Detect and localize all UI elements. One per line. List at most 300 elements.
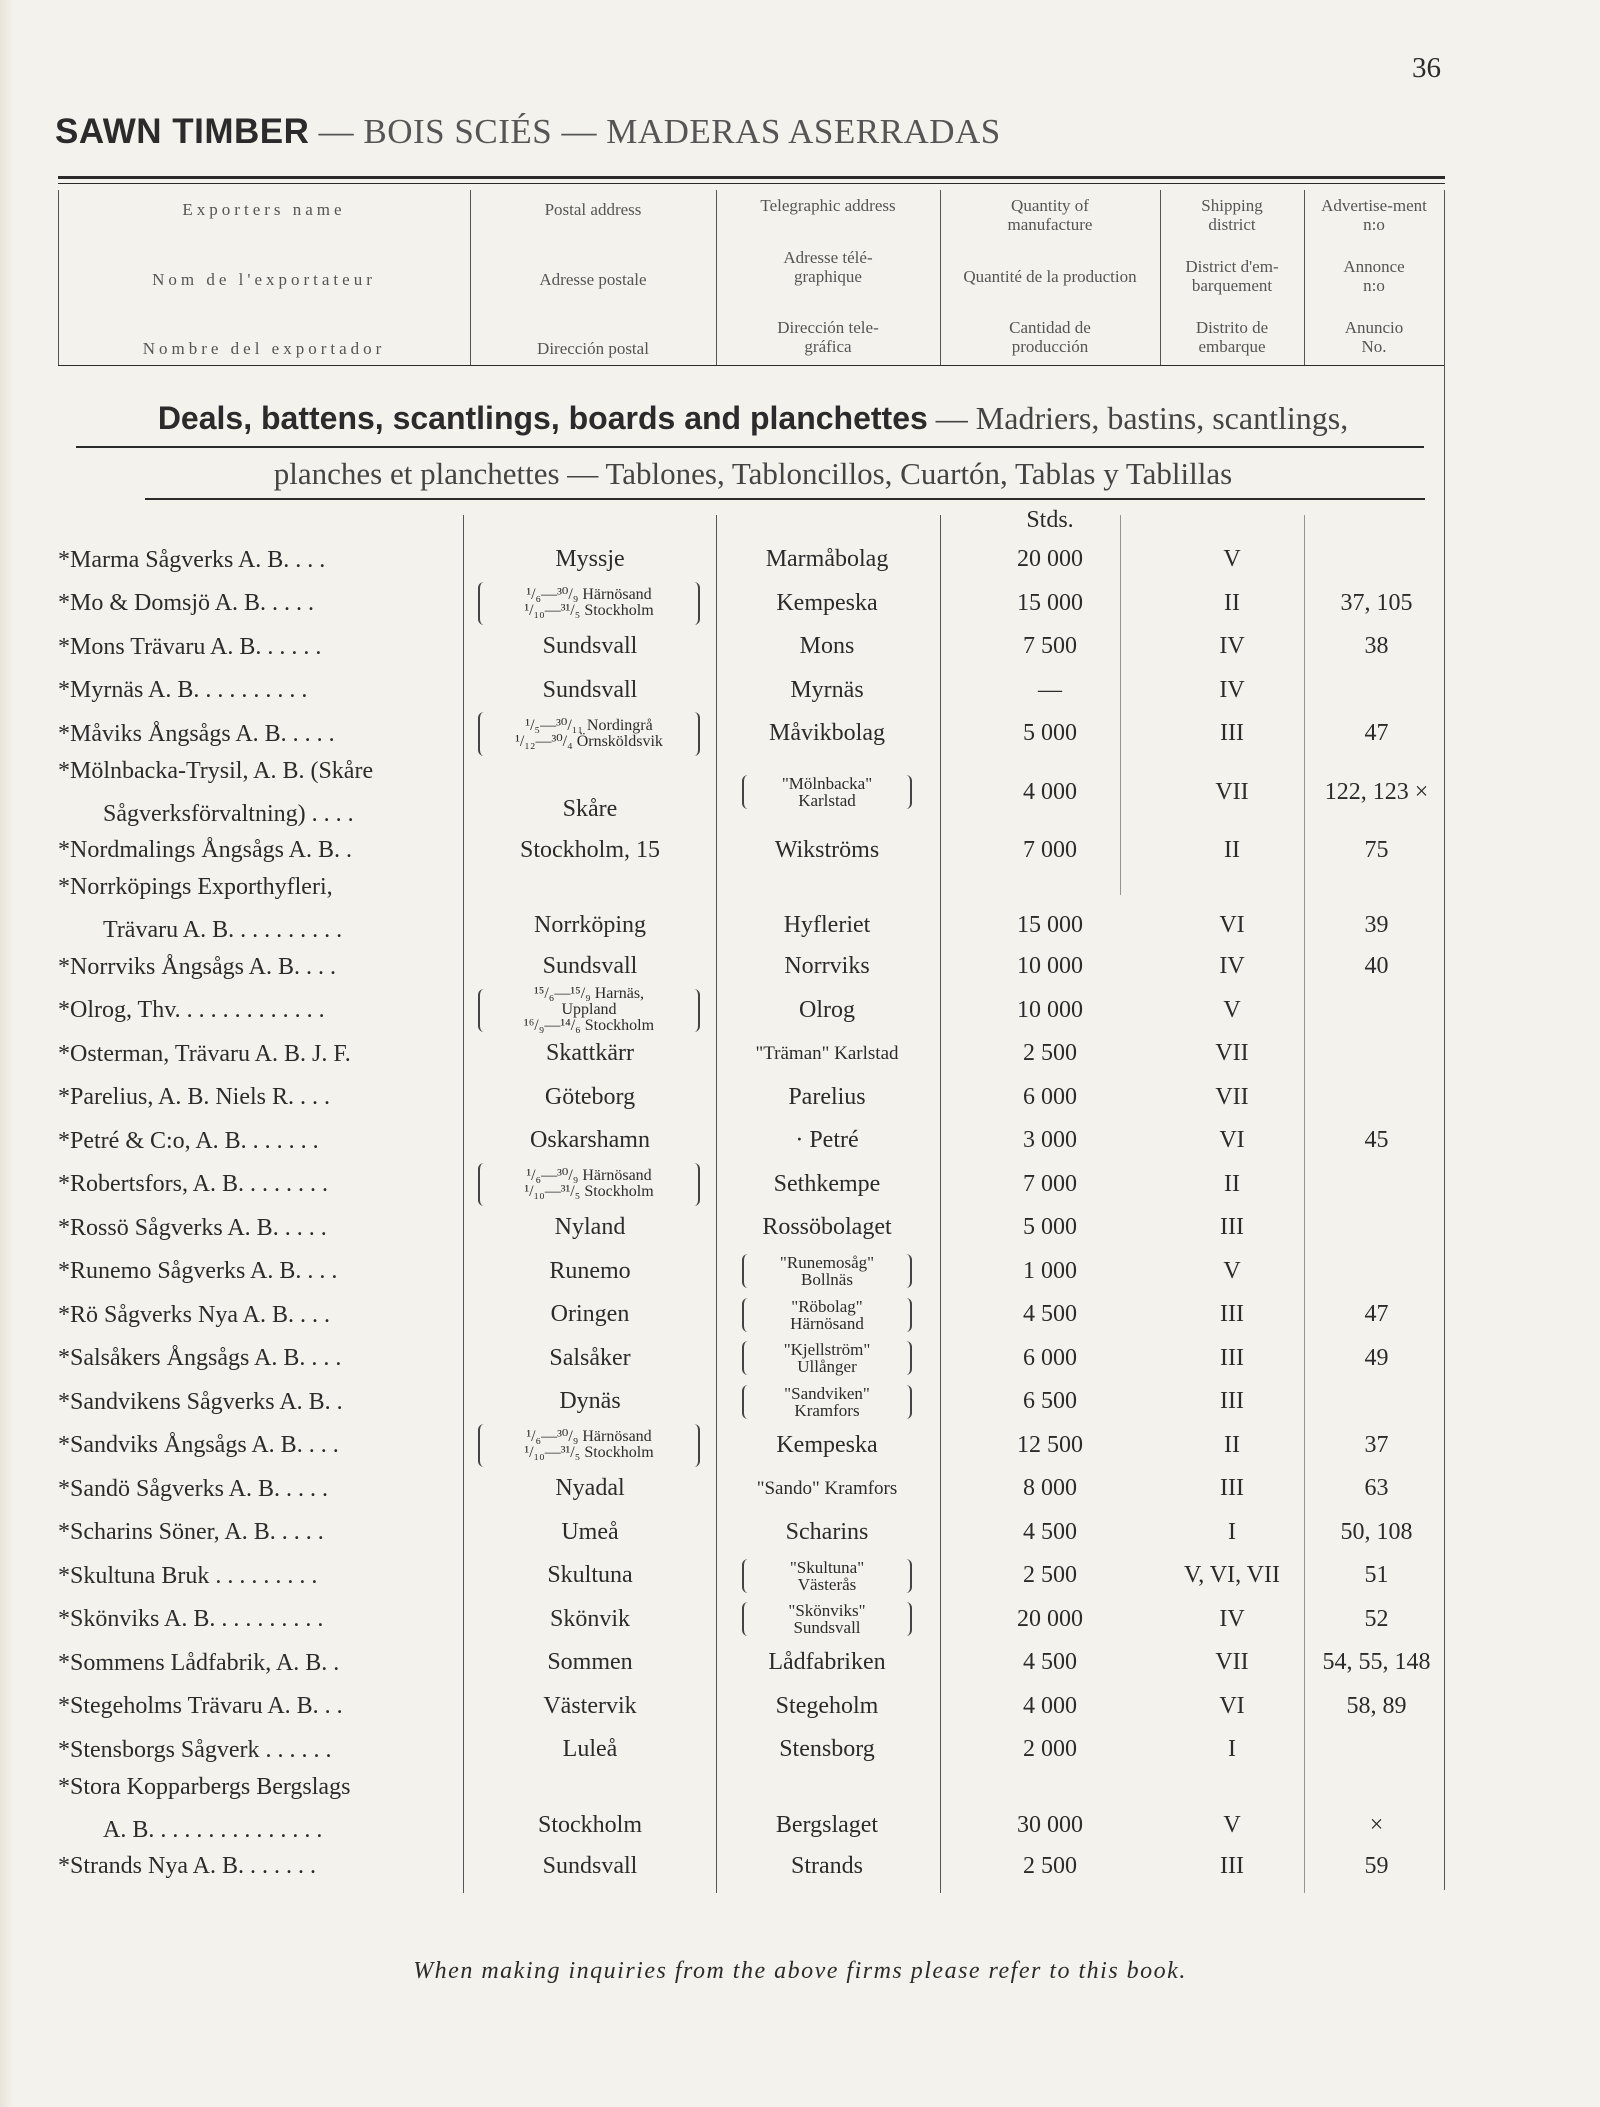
quantity: 6 000 [1023,1083,1077,1110]
header-top-rule [58,176,1445,179]
exporter-name-line: *Sandö Sågverks A. B. . . . . [58,1475,328,1502]
header-telegraphic-en: Telegraphic address [760,196,896,215]
postal-address [478,712,700,756]
advertisement-number: 52 [1364,1605,1389,1632]
advertisement-number: 39 [1364,912,1389,938]
exporter-name-line: Sågverksförvaltning) . . . . [103,800,354,827]
exporter-name [58,1293,463,1337]
shipping-district: V [1223,1257,1241,1284]
quantity: 6 000 [1023,1344,1077,1371]
quantity: 12 500 [1017,1431,1083,1458]
postal-address-line: ¹/₅—³⁰/₁₁ Nordingrå [525,716,653,734]
shipping-district: II [1224,836,1240,863]
quantity: 4 500 [1023,1649,1077,1676]
exporter-name [58,945,463,989]
exporter-name [58,625,463,669]
quantity: 20 000 [1017,1605,1083,1632]
table-row [0,1554,1600,1598]
exporter-name-line: *Robertsfors, A. B. . . . . . . . [58,1171,328,1198]
telegraphic-address-line: Ullånger [797,1357,857,1377]
section-title-line-2: planches et planchettes — Tablones, Tabloncillos, Cuartón, Tablas y Tablillas [273,456,1233,491]
quantity: 1 000 [1023,1257,1077,1284]
section-title-french: — Madriers, bastins, scantlings, [927,400,1349,436]
table-row [0,1598,1600,1642]
telegraphic-address [742,775,912,809]
advertisement-number: 45 [1364,1127,1389,1154]
quantity-unit-label: Stds. [1026,507,1074,533]
telegraphic-address [742,1602,912,1636]
shipping-district: II [1224,589,1240,616]
exporter-name [58,1206,463,1250]
postal-address: Umeå [561,1518,619,1545]
header-advertisement [1304,196,1444,356]
exporter-name-line: *Mölnbacka-Trysil, A. B. (Skåre [58,757,374,784]
title-spanish: MADERAS ASERRADAS [606,112,1001,151]
header-shipping-en: Shipping district [1201,196,1263,234]
advertisement-number: 40 [1364,953,1389,980]
shipping-district: III [1220,1388,1244,1415]
table-row [0,829,1600,873]
exporter-name [58,1772,463,1845]
shipping-district: I [1228,1518,1236,1545]
advertisement-number: 49 [1364,1344,1389,1371]
table-row [0,1424,1600,1468]
exporter-name-line: *Myrnäs A. B. . . . . . . . . . [58,677,308,704]
exporter-name-line: A. B. . . . . . . . . . . . . . . [103,1816,323,1843]
advertisement-number [1305,669,1448,713]
postal-address: Sundsvall [542,953,638,980]
postal-address: Runemo [549,1257,631,1284]
advertisement-number [1305,1728,1448,1772]
telegraphic-address [742,1254,912,1288]
shipping-district: VI [1219,1127,1245,1154]
advertisement-number: 51 [1364,1562,1389,1589]
exporter-name [58,1380,463,1424]
postal-address: Myssje [555,546,625,573]
telegraphic-address-line: "Sandviken" [784,1383,870,1403]
shipping-district: V [1223,1811,1241,1838]
telegraphic-address: Sethkempe [773,1170,881,1197]
exporter-name-line: *Skultuna Bruk . . . . . . . . . [58,1562,318,1589]
exporter-name [58,756,463,829]
postal-address: Skåre [562,795,618,822]
quantity: 4 500 [1023,1518,1077,1545]
postal-address: Sundsvall [542,633,638,660]
telegraphic-address: · Petré [795,1127,859,1154]
header-telegraphic [716,196,940,356]
table-row [0,1845,1600,1889]
exporter-name [58,1119,463,1163]
table-row [0,872,1600,945]
quantity: 2 500 [1023,1852,1077,1879]
advertisement-number: 59 [1364,1852,1389,1879]
advertisement-number [1305,1206,1448,1250]
header-shipping [1160,196,1304,356]
telegraphic-address: Bergslaget [775,1811,879,1838]
postal-address: Norrköping [534,912,646,938]
exporter-name [58,1641,463,1685]
telegraphic-address: Rossöbolaget [762,1214,892,1241]
advertisement-number: 58, 89 [1346,1692,1407,1719]
quantity: 7 000 [1023,836,1077,863]
quantity: 4 000 [1023,778,1077,805]
telegraphic-address: Kempeska [776,1431,878,1458]
shipping-district: IV [1219,676,1245,703]
title-separator-1: — [309,112,364,151]
exporter-name-line: *Norrviks Ångsågs A. B. . . . [58,953,337,980]
advertisement-number [1305,1250,1448,1294]
table-row [0,1772,1600,1845]
exporter-name-line: *Sandvikens Sågverks A. B. . [58,1388,343,1415]
table-row [0,625,1600,669]
advertisement-number [1305,1032,1448,1076]
exporter-name-line: *Stora Kopparbergs Bergslags [58,1773,351,1800]
exporter-name-line: *Måviks Ångsågs A. B. . . . . [58,720,335,747]
shipping-district: V, VI, VII [1183,1562,1280,1589]
table-row [0,756,1600,829]
quantity: 15 000 [1017,912,1083,938]
postal-address: Västervik [543,1692,637,1719]
postal-address: Stockholm, 15 [519,836,660,863]
telegraphic-address: Olrog [799,996,855,1023]
shipping-district: III [1220,720,1244,747]
table-row [0,1206,1600,1250]
shipping-district: IV [1219,1605,1245,1632]
exporter-name-line: *Sommens Lådfabrik, A. B. . [58,1649,340,1676]
header-telegraphic-fr: Adresse télé-graphique [783,247,873,286]
exporter-name-line: *Mons Trävaru A. B. . . . . . [58,633,322,660]
postal-address: Skönvik [549,1605,630,1632]
telegraphic-address: Hyfleriet [783,912,871,938]
quantity: 5 000 [1023,720,1077,747]
shipping-district: VII [1215,1040,1249,1067]
advertisement-number [1305,1380,1448,1424]
telegraphic-address [742,1385,912,1419]
postal-address: Oskarshamn [530,1127,650,1154]
table-row [0,1685,1600,1729]
postal-address [478,985,700,1035]
exporter-name-line: *Salsåkers Ångsågs A. B. . . . [58,1345,342,1372]
telegraphic-address: Scharins [785,1518,869,1545]
section-title-underline-2 [145,498,1425,500]
telegraphic-address-line: "Skönviks" [788,1601,866,1621]
telegraphic-address-line: Sundsvall [793,1618,861,1638]
advertisement-number: 122, 123 × [1324,778,1429,805]
exporter-name [58,1032,463,1076]
telegraphic-address-line: Karlstad [798,791,856,810]
telegraphic-address: Myrnäs [790,676,864,703]
quantity: 3 000 [1023,1127,1077,1154]
header-exporter [58,200,470,358]
telegraphic-address: Wikströms [774,836,880,863]
telegraphic-address-line: "Kjellström" [783,1340,871,1360]
postal-address [478,582,700,626]
exporter-name [58,1337,463,1381]
quantity: 20 000 [1017,546,1083,573]
postal-address-line: ¹⁶/₉—¹⁴/₆ Stockholm [523,1017,655,1035]
exporter-name [58,989,463,1033]
table-row [0,1467,1600,1511]
exporter-name [58,538,463,582]
header-quantity-en: Quantity of manufacture [1007,196,1093,234]
exporter-name-line: *Petré & C:o, A. B. . . . . . . [58,1127,319,1154]
exporter-name [58,1554,463,1598]
telegraphic-address: Måvikbolag [769,720,885,747]
exporter-name [58,582,463,626]
exporter-name [58,1250,463,1294]
telegraphic-address: Kempeska [776,589,878,616]
shipping-district: III [1220,1301,1244,1328]
table-row [0,985,1600,1035]
exporter-name [58,1424,463,1468]
postal-address: Sommen [547,1649,633,1676]
exporter-name-line: *Marma Sågverks A. B. . . . [58,546,326,573]
table-row [0,582,1600,626]
telegraphic-address-line: "Mölnbacka" [781,774,873,793]
table-row [0,538,1600,582]
quantity: 10 000 [1017,996,1083,1023]
telegraphic-address-line: "Röbolag" [791,1296,863,1316]
exporter-name-line: *Stegeholms Trävaru A. B. . . [58,1693,343,1720]
exporter-name-line: *Scharins Söner, A. B. . . . . [58,1519,324,1546]
section-title-english: Deals, battens, scantlings, boards and planchettes [157,400,928,436]
advertisement-number: × [1369,1811,1384,1838]
shipping-district: V [1223,996,1241,1023]
exporter-name-line: *Rö Sågverks Nya A. B. . . . [58,1301,330,1328]
telegraphic-address [742,1341,912,1375]
footer-note: When making inquiries from the above firms please refer to this book. [413,1958,1187,1984]
quantity: 7 500 [1023,633,1077,660]
postal-address: Göteborg [544,1083,636,1110]
shipping-district: II [1224,1170,1240,1197]
header-postal [470,200,716,358]
header-postal-es: Dirección postal [537,339,649,358]
postal-address-line: ¹/₁₀—³¹/₅ Stockholm [524,602,654,620]
shipping-district: III [1220,1475,1244,1502]
postal-address: Nyadal [555,1475,625,1502]
telegraphic-address-line: Bollnäs [801,1270,853,1290]
header-bottom-rule [58,365,1445,366]
header-advertisement-fr: Annonce n:o [1343,257,1405,295]
table-row [0,1380,1600,1424]
exporter-name-line: *Norrköpings Exporthyfleri, [58,874,333,900]
shipping-district: VI [1219,912,1245,938]
header-advertisement-es: Anuncio No. [1344,318,1404,356]
advertisement-number: 63 [1364,1475,1389,1502]
postal-address: Skultuna [547,1562,633,1589]
advertisement-number [1305,1163,1448,1207]
quantity: 10 000 [1017,953,1083,980]
header-telegraphic-es: Dirección tele-gráfica [777,318,879,356]
page-number: 36 [1412,52,1441,84]
exporter-name-line: *Osterman, Trävaru A. B. J. F. [58,1040,351,1067]
postal-address-line: ¹/₆—³⁰/₉ Härnösand [526,586,652,604]
postal-address-line: Uppland [561,1001,617,1019]
exporter-name [58,1511,463,1555]
exporter-name [58,1163,463,1207]
quantity: 2 500 [1023,1040,1077,1067]
postal-address: Nyland [554,1214,626,1241]
table-row [0,1337,1600,1381]
header-postal-en: Postal address [544,200,642,219]
telegraphic-address: Lådfabriken [768,1649,886,1676]
postal-address: Stockholm [537,1811,642,1838]
telegraphic-address: "Träman" Karlstad [755,1042,899,1064]
shipping-district: V [1223,546,1241,573]
header-exporter-en: Exporters name [182,200,346,219]
title-french: BOIS SCIÉS [363,112,553,151]
exporter-name [58,1728,463,1772]
table-row [0,1119,1600,1163]
telegraphic-address: Stegeholm [775,1692,879,1719]
advertisement-number: 50, 108 [1340,1518,1413,1545]
advertisement-number: 75 [1364,836,1389,863]
telegraphic-address: Marmåbolag [765,546,889,573]
telegraphic-address: Mons [799,633,855,660]
postal-address-line: ¹/₁₀—³¹/₅ Stockholm [524,1183,654,1201]
postal-address: Oringen [550,1301,630,1328]
header-exporter-es: Nombre del exportador [142,339,386,358]
quantity: 8 000 [1023,1475,1077,1502]
telegraphic-address-line: "Skultuna" [789,1557,865,1577]
quantity: 2 500 [1023,1562,1077,1589]
advertisement-number: 38 [1364,633,1389,660]
table-row [0,1250,1600,1294]
table-row [0,712,1600,756]
exporter-name-line: *Stensborgs Sågverk . . . . . . [58,1736,332,1763]
page-title [55,112,1001,152]
shipping-district: III [1220,1344,1244,1371]
title-english: SAWN TIMBER [55,112,310,151]
quantity: 30 000 [1017,1811,1083,1838]
telegraphic-address-line: Härnösand [790,1313,864,1333]
postal-address: Dynäs [559,1388,621,1415]
header-shipping-es: Distrito de embarque [1195,318,1269,356]
postal-address-line: ¹/₆—³⁰/₉ Härnösand [526,1167,652,1185]
exporter-name [58,829,463,873]
exporter-name-line: Trävaru A. B. . . . . . . . . . [103,917,343,943]
shipping-district: VII [1215,778,1249,805]
advertisement-number [1305,1076,1448,1120]
header-postal-fr: Adresse postale [539,269,647,289]
postal-address-line: ¹⁵/₆—¹⁵/₉ Harnäs, [533,985,645,1003]
shipping-district: IV [1219,633,1245,660]
exporter-name-line: *Mo & Domsjö A. B. . . . . [58,590,315,617]
table-row [0,1511,1600,1555]
shipping-district: III [1220,1852,1244,1879]
quantity: 15 000 [1017,589,1083,616]
exporter-name [58,1845,463,1889]
table-row [0,1076,1600,1120]
advertisement-number: 37 [1364,1431,1389,1458]
telegraphic-address: Strands [791,1852,863,1879]
exporter-name [58,872,463,945]
shipping-district: III [1220,1214,1244,1241]
shipping-district: VII [1215,1649,1249,1676]
exporter-name [58,1685,463,1729]
exporter-name-line: *Parelius, A. B. Niels R. . . . [58,1084,331,1111]
telegraphic-address: Norrviks [784,953,870,980]
exporter-name-line: *Nordmalings Ångsågs A. B. . [58,837,352,864]
postal-address-line: ¹/₁₀—³¹/₅ Stockholm [524,1444,654,1462]
postal-address [478,1424,700,1468]
exporters-table [0,538,1600,1888]
shipping-district: II [1224,1431,1240,1458]
postal-address: Sundsvall [542,1852,638,1879]
exporter-name-line: *Skönviks A. B. . . . . . . . . . [58,1606,324,1633]
telegraphic-address: "Sando" Kramfors [756,1477,898,1499]
shipping-district: VI [1219,1692,1245,1719]
advertisement-number: 47 [1364,1301,1389,1328]
advertisement-number [1305,538,1448,582]
shipping-district: IV [1219,953,1245,980]
exporter-name-line: *Rossö Sågverks A. B. . . . . [58,1214,327,1241]
quantity: 4 500 [1023,1301,1077,1328]
header-exporter-fr: Nom de l'exportateur [152,269,376,289]
postal-address-line: ¹/₆—³⁰/₉ Härnösand [526,1428,652,1446]
telegraphic-address-line: Kramfors [794,1400,860,1420]
exporter-name-line: *Strands Nya A. B. . . . . . . [58,1853,316,1880]
header-shipping-fr: District d'em-barquement [1185,257,1279,295]
advertisement-number: 47 [1364,720,1389,747]
table-row [0,669,1600,713]
exporter-name-line: *Olrog, Thv. . . . . . . . . . . . . [58,997,325,1024]
title-separator-2: — [552,112,607,151]
telegraphic-address [742,1559,912,1593]
telegraphic-address-line: "Runemosåg" [779,1253,875,1273]
quantity: 6 500 [1023,1388,1077,1415]
quantity: 2 000 [1023,1736,1077,1763]
section-title-line-1 [58,400,1448,437]
telegraphic-address: Parelius [788,1083,866,1110]
postal-address [478,1163,700,1207]
quantity: 7 000 [1023,1170,1077,1197]
exporter-name [58,669,463,713]
postal-address: Luleå [562,1736,618,1763]
telegraphic-address-line: Västerås [797,1574,857,1594]
quantity: — [1038,676,1062,703]
advertisement-number [1305,989,1448,1033]
quantity: 4 000 [1023,1692,1077,1719]
section-title-underline-1 [76,446,1424,448]
shipping-district: VII [1215,1083,1249,1110]
table-row [0,1163,1600,1207]
table-row [0,1293,1600,1337]
header-quantity [940,196,1160,356]
exporter-name-line: *Runemo Sågverks A. B. . . . [58,1258,338,1285]
header-advertisement-en: Advertise-ment n:o [1321,196,1427,234]
telegraphic-address: Stensborg [779,1736,875,1763]
exporter-name [58,712,463,756]
exporter-name [58,1598,463,1642]
table-row [0,1641,1600,1685]
header-quantity-fr: Quantité de la production [963,266,1137,286]
advertisement-number: 54, 55, 148 [1322,1649,1431,1676]
exporter-name [58,1467,463,1511]
postal-address: Sundsvall [542,676,638,703]
shipping-district: I [1228,1736,1236,1763]
quantity: 5 000 [1023,1214,1077,1241]
table-row [0,1728,1600,1772]
postal-address: Salsåker [549,1344,631,1371]
header-quantity-es: Cantidad de producción [1009,318,1091,356]
postal-address-line: ¹/₁₂—³⁰/₄ Örnsköldsvik [515,732,663,750]
table-row [0,945,1600,989]
postal-address: Skattkärr [546,1040,634,1067]
exporter-name [58,1076,463,1120]
telegraphic-address [742,1298,912,1332]
advertisement-number: 37, 105 [1340,589,1413,616]
